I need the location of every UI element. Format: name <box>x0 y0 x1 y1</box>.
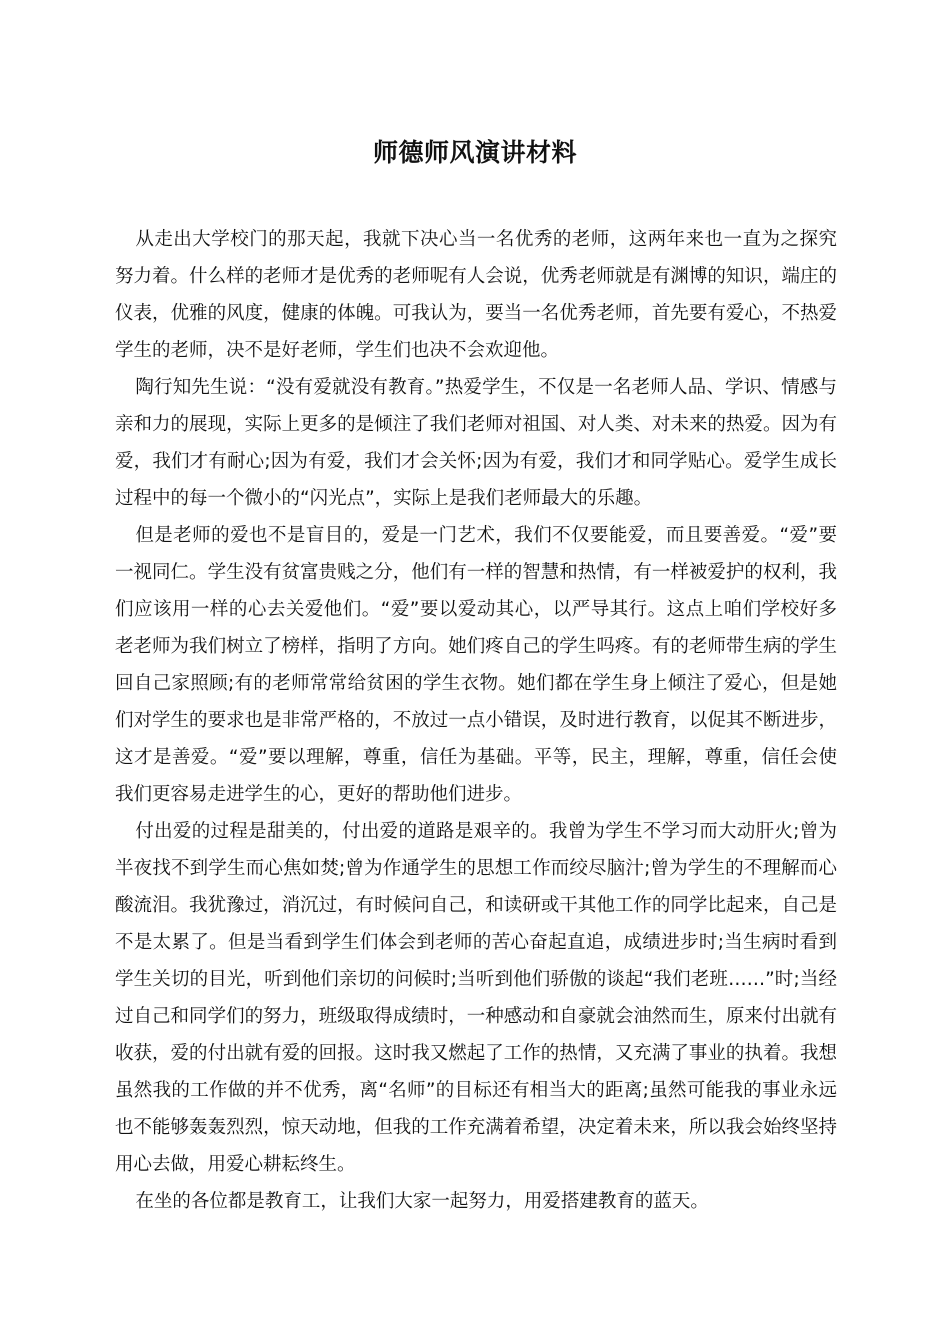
paragraph-1: 从走出大学校门的那天起，我就下决心当一名优秀的老师，这两年来也一直为之探究努力着。什么样的老师才是优秀的老师呢有人会说，优秀老师就是有渊博的知识，端庄的仪表，优雅的风度，健康的体魄。可我认为，要当一名优秀老师，首先要有爱心，不热爱学生的老师，决不是好老师，学生们也决不会欢迎他。 <box>115 229 837 361</box>
paragraph-5: 在坐的各位都是教育工，让我们大家一起努力，用爱搭建教育的蓝天。 <box>135 1191 709 1212</box>
paragraph-3: 但是老师的爱也不是盲目的，爱是一门艺术，我们不仅要能爱，而且要善爱。“爱”要一视同仁。学生没有贫富贵贱之分，他们有一样的智慧和热情，有一样被爱护的权利，我们应该用一样的心去关爱他们。“爱”要以爱动其心，以严导其行。这点上咱们学校好多老老师为我们树立了榜样，指明了方向。她们疼自己的学生吗疼。有的老师带生病的学生回自己家照顾;有的老师常常给贫困的学生衣物。她们都在学生身上倾注了爱心，但是她们对学生的要求也是非常严格的，不放过一点小错误，及时进行教育，以促其不断进步，这才是善爱。“爱”要以理解，尊重，信任为基础。平等，民主，理解，尊重，信任会使我们更容易走进学生的心，更好的帮助他们进步。 <box>115 525 837 805</box>
document-body <box>115 221 837 1220</box>
paragraph-4: 付出爱的过程是甜美的，付出爱的道路是艰辛的。我曾为学生不学习而大动肝火;曾为半夜找不到学生而心焦如焚;曾为作通学生的思想工作而绞尽脑汁;曾为学生的不理解而心酸流泪。我犹豫过，消沉过，有时候问自己，和读研或干其他工作的同学比起来，自己是不是太累了。但是当看到学生们体会到老师的苦心奋起直追，成绩进步时;当生病时看到学生关切的目光，听到他们亲切的问候时;当听到他们骄傲的谈起“我们老班……”时;当经过自己和同学们的努力，班级取得成绩时，一种感动和自豪就会油然而生，原来付出就有收获，爱的付出就有爱的回报。这时我又燃起了工作的热情，又充满了事业的执着。我想虽然我的工作做的并不优秀，离“名师”的目标还有相当大的距离;虽然可能我的事业永远也不能够轰轰烈烈，惊天动地，但我的工作充满着希望，决定着未来，所以我会始终坚持用心去做，用爱心耕耘终生。 <box>115 821 837 1175</box>
document-title: 师德师风演讲材料 <box>372 138 577 167</box>
paragraph-2: 陶行知先生说：“没有爱就没有教育。”热爱学生，不仅是一名老师人品、学识、情感与亲和力的展现，实际上更多的是倾注了我们老师对祖国、对人类、对未来的热爱。因为有爱，我们才有耐心;因为有爱，我们才会关怀;因为有爱，我们才和同学贴心。爱学生成长过程中的每一个微小的“闪光点”，实际上是我们老师最大的乐趣。 <box>115 377 837 509</box>
